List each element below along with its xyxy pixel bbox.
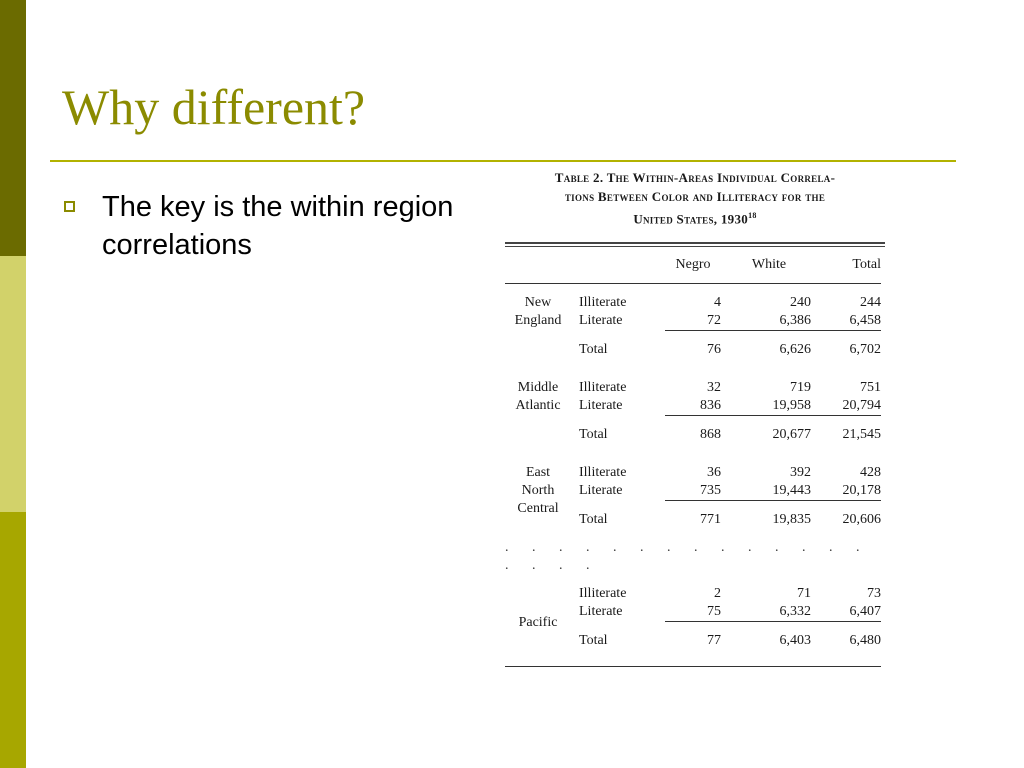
header-total: Total [817,247,881,284]
cell-negro: 32 [707,380,721,396]
title-underline [50,160,956,162]
cell-negro: 77 [665,622,727,661]
row-label: Literate [579,483,623,499]
region-name [505,284,571,370]
table-row [505,454,881,482]
cell-white: 240 [790,295,811,311]
cell-white: 71 [797,586,811,602]
cell-negro: 868 [665,416,727,455]
region-name-line: Central [517,501,559,517]
table-row [505,575,881,603]
region-name [505,575,571,660]
omitted-rows-ellipsis: . . . . . . . . . . . . . . . . . . [505,540,870,574]
cell-total: 73 [867,586,881,602]
cell-white: 719 [790,380,811,396]
row-label: Literate [579,313,623,329]
side-bar-segment-dark [0,0,26,256]
cell-white: 6,626 [727,331,817,370]
cell-total: 428 [860,465,881,481]
cell-white: 6,332 [779,604,811,620]
row-label: Illiterate [579,465,627,481]
region-name-line: New [524,295,552,311]
row-label: Total [579,341,608,357]
header-negro: Negro [665,247,727,284]
row-label: Total [579,511,608,527]
region-name-line: England [514,313,562,329]
header-white: White [727,247,817,284]
table-body [505,284,881,661]
cell-negro: 836 [700,398,721,414]
caption-footnote: 18 [748,211,757,220]
table-row [505,369,881,397]
row-label: Illiterate [579,295,627,311]
cell-white: 6,386 [779,313,811,329]
row-label: Literate [579,398,623,414]
cell-negro: 2 [714,586,721,602]
bullet-list [62,188,482,264]
cell-negro: 4 [714,295,721,311]
caption-line-2: tions Between Color and Illiteracy for the [564,189,826,204]
cell-negro: 771 [665,501,727,540]
cell-white: 392 [790,465,811,481]
cell-white: 19,443 [772,483,811,499]
cell-negro: 75 [707,604,721,620]
square-bullet-icon [64,201,75,212]
table-figure [505,168,885,667]
cell-total: 244 [860,295,881,311]
cell-total: 20,178 [842,483,881,499]
slide-title: Why different? [62,79,366,135]
cell-total: 6,702 [817,331,881,370]
side-bar-segment-light [0,256,26,512]
cell-total: 21,545 [817,416,881,455]
region-name-line: East [525,465,551,481]
row-label: Illiterate [579,380,627,396]
cell-white: 20,677 [727,416,817,455]
table-row [505,284,881,313]
cell-white: 19,835 [727,501,817,540]
cell-white: 19,958 [772,398,811,414]
cell-total: 751 [860,380,881,396]
region-name [505,369,571,454]
cell-negro: 36 [707,465,721,481]
cell-total: 20,606 [817,501,881,540]
cell-total: 6,407 [849,604,881,620]
region-name-line: North [521,483,555,499]
caption-line-1: Table 2. The Within-Areas Individual Correla- [554,170,836,185]
cell-white: 6,403 [727,622,817,661]
caption-line-3: United States, 1930 [633,211,749,227]
table-header-row [505,247,881,284]
table-bottom-rule [505,666,881,667]
side-bar-segment-mid [0,512,26,768]
row-label: Illiterate [579,586,627,602]
table-caption [505,168,885,228]
region-name-line: Middle [517,380,559,396]
row-label: Literate [579,604,623,620]
region-name-line: Atlantic [515,398,561,414]
bullet-item [62,188,482,264]
data-table [505,247,881,660]
cell-negro: 76 [665,331,727,370]
side-decoration-bar [0,0,26,768]
bullet-text: The key is the within region correlations [102,191,454,261]
cell-total: 6,458 [849,313,881,329]
cell-negro: 735 [700,483,721,499]
region-name-line: Pacific [518,614,558,630]
cell-total: 6,480 [817,622,881,661]
ellipsis-row [505,539,881,575]
cell-negro: 72 [707,313,721,329]
row-label: Total [579,426,608,442]
row-label: Total [579,632,608,648]
cell-total: 20,794 [842,398,881,414]
region-name [505,454,571,539]
